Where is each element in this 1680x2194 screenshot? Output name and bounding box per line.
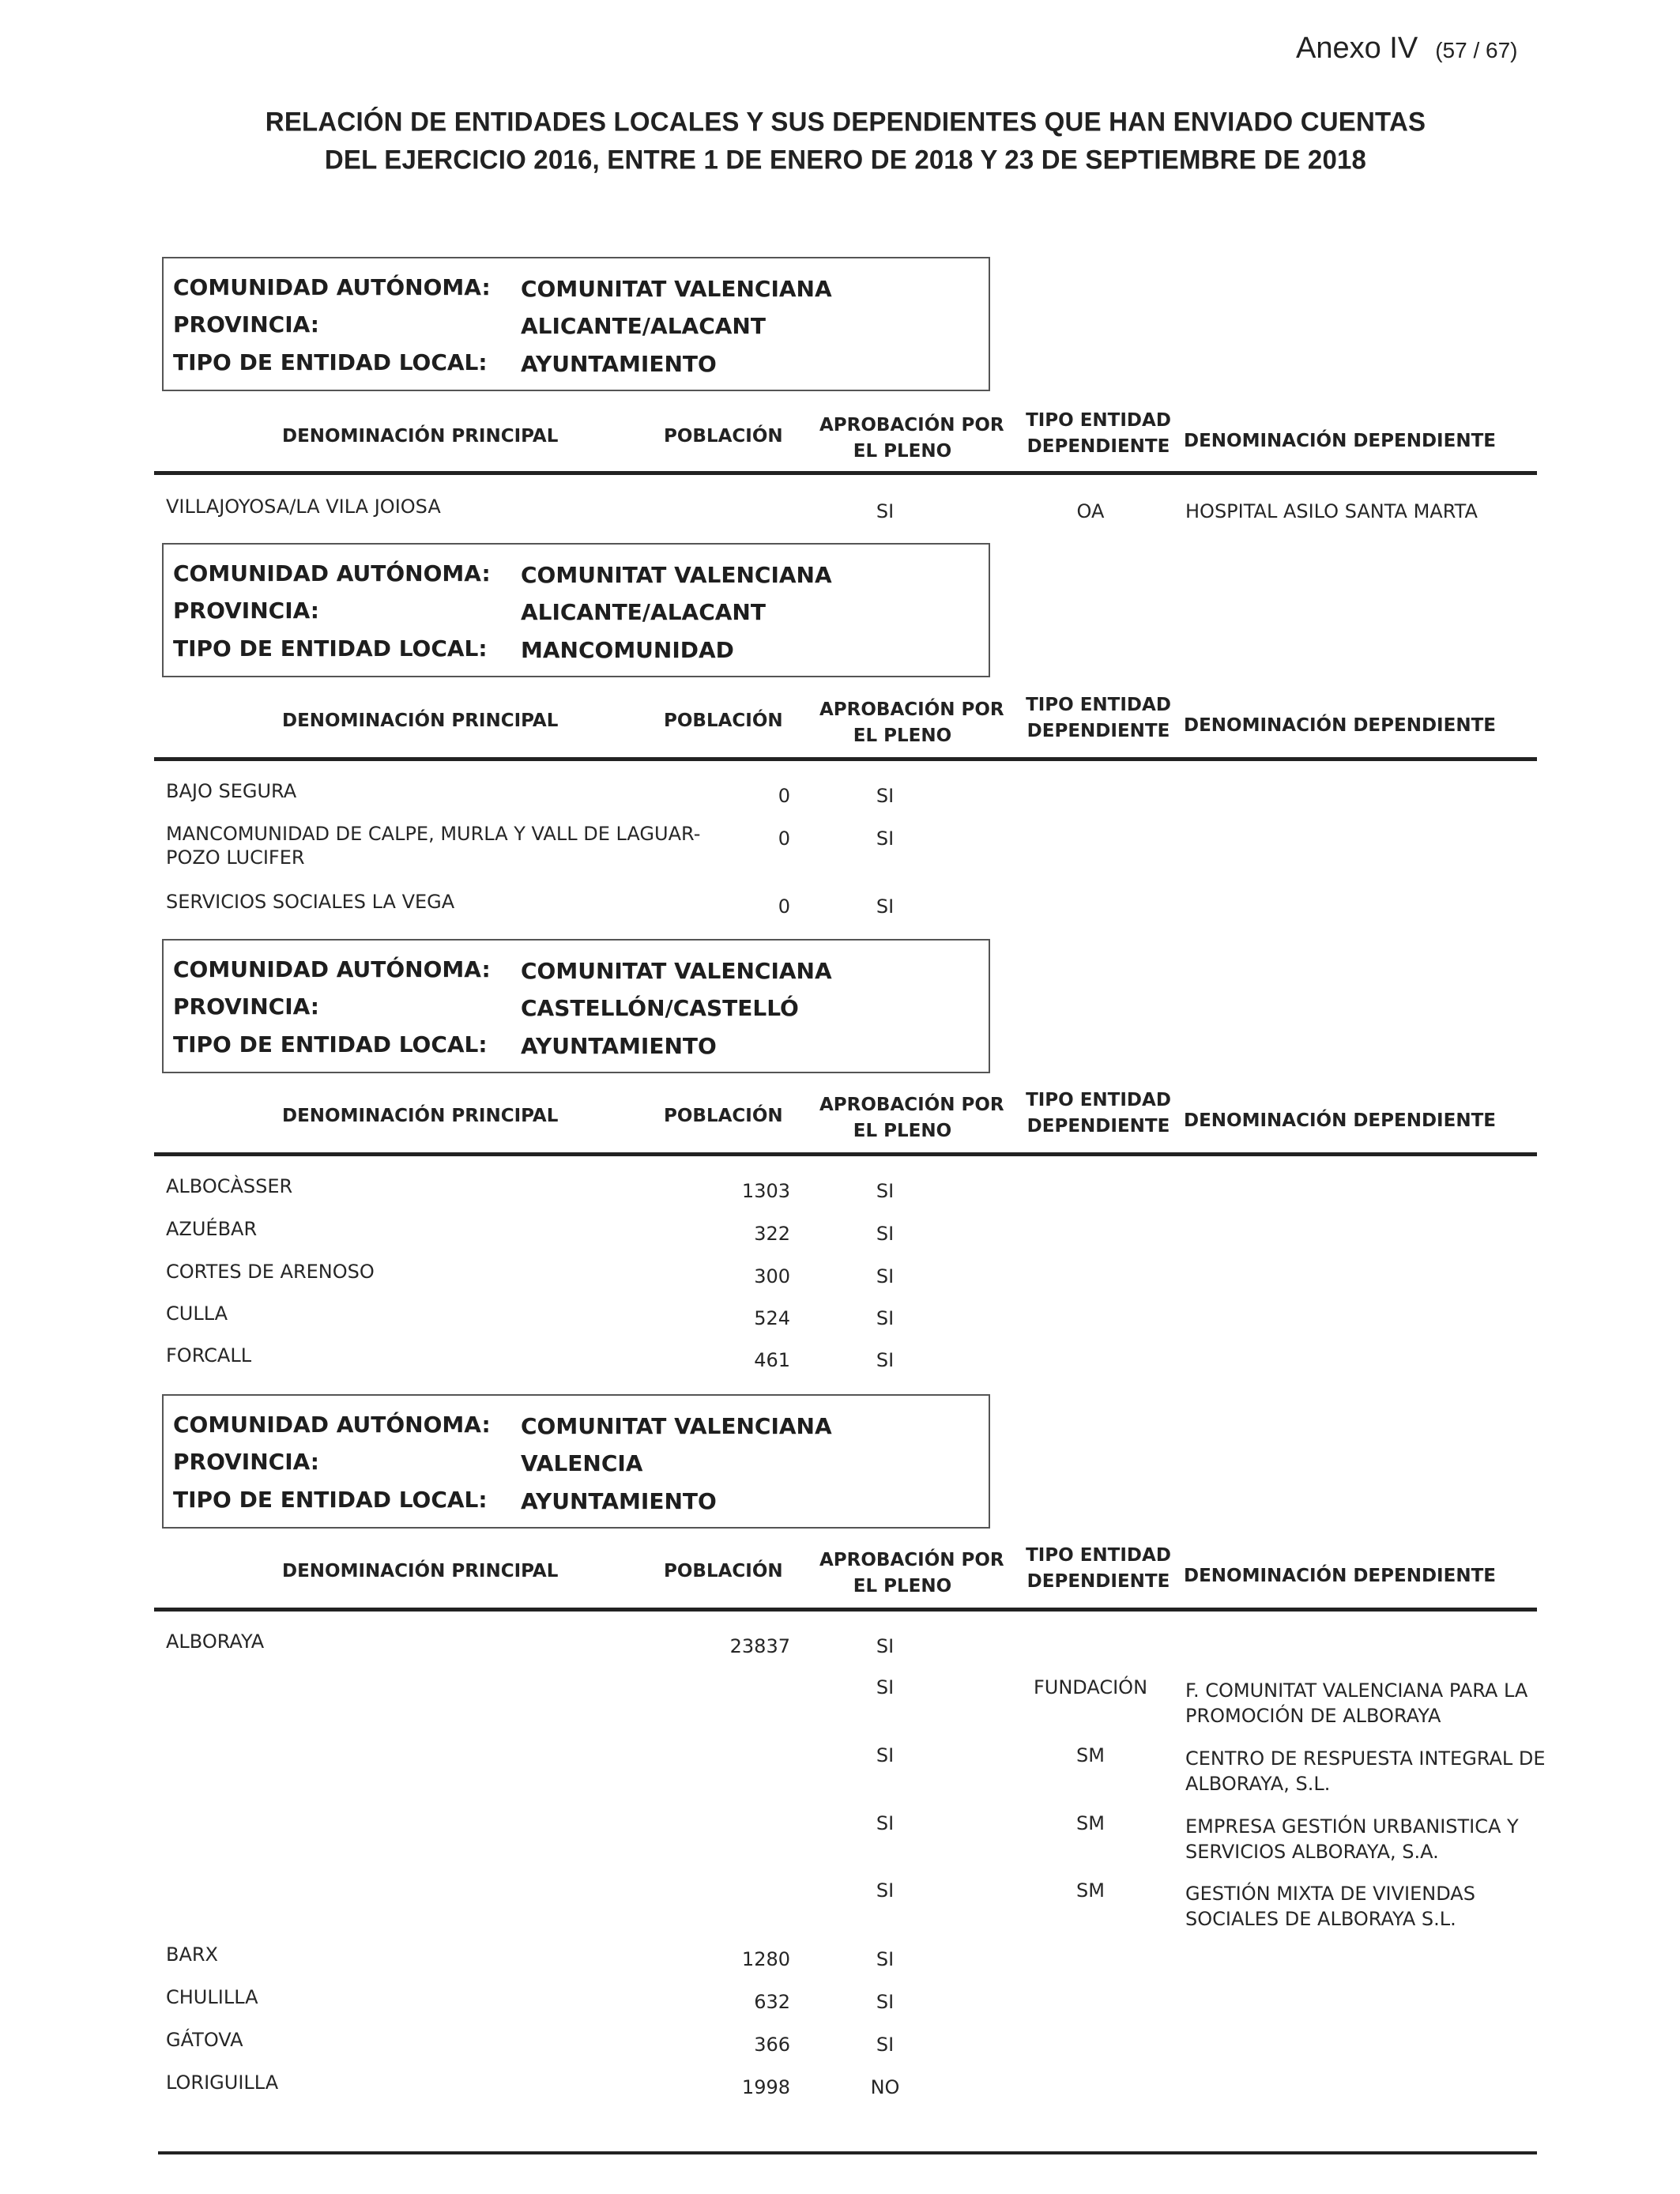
page-number: (57 / 67): [1435, 38, 1518, 62]
tipo-entidad-value: AYUNTAMIENTO: [521, 351, 717, 377]
tipo-entidad-label: TIPO DE ENTIDAD LOCAL:: [173, 349, 488, 375]
title-line-1: RELACIÓN DE ENTIDADES LOCALES Y SUS DEPENDIENTES QUE HAN ENVIADO CUENTAS: [265, 106, 1426, 137]
annex-label: [1296, 32, 1518, 66]
section-info-box: COMUNIDAD AUTÓNOMA: COMUNITAT VALENCIANA PROVINCIA: CASTELLÓN/CASTELLÓ TIPO DE ENTIDAD LOCAL: AYUNTAMIENTO: [162, 939, 990, 1073]
col-poblacion: POBLACIÓN: [664, 426, 783, 447]
document-title: [158, 103, 1533, 179]
col-tipo-entidad: TIPO ENTIDAD DEPENDIENTE: [1026, 410, 1171, 457]
col-denominacion-dependiente: DENOMINACIÓN DEPENDIENTE: [1184, 431, 1496, 451]
header-rule: [154, 1152, 1537, 1156]
annex-title: Anexo IV: [1296, 32, 1418, 65]
table-header: DENOMINACIÓN PRINCIPAL POBLACIÓN APROBACIÓN POR EL PLENO TIPO ENTIDAD DEPENDIENTE DENOMINACIÓN DEPENDIENTE: [282, 1090, 1496, 1141]
provincia-value: ALICANTE/ALACANT: [521, 313, 766, 339]
table-header: DENOMINACIÓN PRINCIPAL POBLACIÓN APROBACIÓN POR EL PLENO TIPO ENTIDAD DEPENDIENTE DENOMINACIÓN DEPENDIENTE: [282, 1545, 1496, 1596]
col-denominacion-principal: DENOMINACIÓN PRINCIPAL: [282, 426, 559, 447]
provincia-label: PROVINCIA:: [173, 311, 320, 337]
section-info-box: [162, 257, 990, 391]
title-line-2: DEL EJERCICIO 2016, ENTRE 1 DE ENERO DE 2018 Y 23 DE SEPTIEMBRE DE 2018: [324, 144, 1367, 175]
col-aprobacion: APROBACIÓN POR EL PLENO: [819, 415, 1004, 462]
header-rule: [154, 757, 1537, 761]
table-header: DENOMINACIÓN PRINCIPAL POBLACIÓN APROBACIÓN POR EL PLENO TIPO ENTIDAD DEPENDIENTE DENOMINACIÓN DEPENDIENTE: [282, 695, 1496, 746]
comunidad-label: COMUNIDAD AUTÓNOMA:: [173, 274, 491, 300]
comunidad-value: COMUNITAT VALENCIANA: [521, 276, 832, 302]
footer-rule: [158, 2151, 1537, 2154]
header-rule: [154, 471, 1537, 475]
section-info-box: COMUNIDAD AUTÓNOMA: COMUNITAT VALENCIANA PROVINCIA: ALICANTE/ALACANT TIPO DE ENTIDAD LOCAL: MANCOMUNIDAD: [162, 543, 990, 677]
table-header: [154, 405, 1537, 476]
header-rule: [154, 1608, 1537, 1612]
section-info-box: COMUNIDAD AUTÓNOMA: COMUNITAT VALENCIANA PROVINCIA: VALENCIA TIPO DE ENTIDAD LOCAL: AYUNTAMIENTO: [162, 1394, 990, 1529]
